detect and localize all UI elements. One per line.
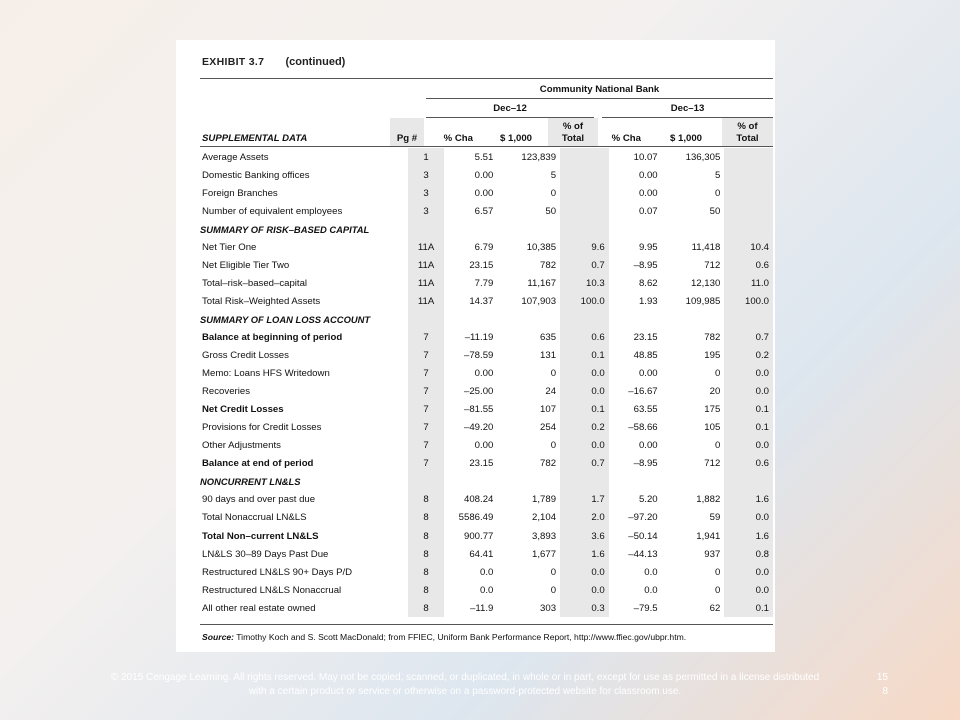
pct-total-dec13 [724,473,773,491]
amount-dec12: 5 [550,169,557,181]
page-ref: 7 [408,383,445,401]
page-ref: 8 [408,509,445,527]
row-label: Other Adjustments [202,440,281,452]
pct-change-dec12: 0.00 [474,440,494,452]
amount-dec13: 1,941 [696,530,721,542]
pct-total-dec13: 0.0 [724,365,773,383]
page-ref: 11A [408,238,445,256]
table-row [198,599,773,617]
pct-change-dec13: 48.85 [633,350,658,362]
amount-dec12 [497,473,560,491]
pct-total-dec12: 0.1 [560,401,609,419]
pct-total-dec12: 9.6 [560,238,609,256]
row-label: Average Assets [202,151,269,163]
amount-dec13: 0 [714,187,721,199]
pct-change-dec12 [444,310,497,328]
pct-change-dec12: –49.20 [464,422,494,434]
amount-dec12: 1,677 [532,548,557,560]
page-ref: 8 [408,563,445,581]
amount-dec12: 0 [550,566,557,578]
amount-dec12: 131 [540,350,557,362]
row-label: Restructured LN&LS Nonaccrual [202,584,342,596]
pct-total-dec13 [724,202,773,220]
pct-total-dec12 [560,148,609,166]
amount-dec13: 195 [704,350,721,362]
pct-total-dec12: 0.6 [560,328,609,346]
pct-total-dec13: 0.0 [724,383,773,401]
amount-dec13: 0 [714,368,721,380]
pct-change-dec13: –50.14 [628,530,658,542]
page-ref: 7 [408,347,445,365]
section-header-row [198,220,773,238]
pct-change-dec13: 5.20 [638,494,658,506]
pct-change-dec12: 14.37 [469,295,494,307]
amount-dec13: 175 [704,404,721,416]
amount-dec13: 0 [714,566,721,578]
pct-total-header-2a: % of [737,121,758,132]
table-row [198,401,773,419]
amount-dec13 [662,220,725,238]
page-ref: 8 [408,491,445,509]
pct-change-dec12: 0.0 [480,584,494,596]
pct-change-dec12: 408.24 [464,494,494,506]
page-number [868,671,888,699]
pct-total-dec13 [724,220,773,238]
page-ref: 11A [408,292,445,310]
amount-dec12: 107,903 [521,295,557,307]
row-label: Total–risk–based–capital [202,277,308,289]
table-row [198,184,773,202]
table-row [198,365,773,383]
page-ref: 8 [408,599,445,617]
pct-change-dec12: –78.59 [464,350,494,362]
page-ref: 7 [408,365,445,383]
amount-dec13: 50 [709,205,721,217]
amount-dec13: 1,882 [696,494,721,506]
pct-total-dec13 [724,310,773,328]
amount-dec12: 782 [540,458,557,470]
pct-total-dec13: 0.2 [724,347,773,365]
pct-total-dec13: 1.6 [724,491,773,509]
pct-total-dec12: 2.0 [560,509,609,527]
amount-dec12: 107 [540,404,557,416]
amount-dec13: 5 [714,169,721,181]
pct-total-dec12: 1.6 [560,545,609,563]
pct-change-dec12: –81.55 [464,404,494,416]
table-row [198,238,773,256]
table-row [198,292,773,310]
pct-change-dec13: 1.93 [638,295,658,307]
page-ref: 1 [408,148,445,166]
pct-total-dec13 [724,166,773,184]
top-rule [200,78,773,79]
pct-total-dec13: 0.0 [724,509,773,527]
page-ref: 8 [408,527,445,545]
pct-total-dec12 [560,310,609,328]
copyright-footer: © 2015 Cengage Learning. All rights reserved. May not be copied, scanned, or duplicated, in whole or in part, except for use as permitted in a license distributed with a certain product or service or otherwise on a password-protected website for classroom use. [110,672,820,697]
pct-total-header-1a: % of [562,121,584,132]
bank-rule [426,98,773,99]
row-label: Number of equivalent employees [202,205,343,217]
table-row [198,509,773,527]
pct-change-dec12: 64.41 [469,548,494,560]
pct-total-dec13: 0.0 [724,437,773,455]
amount-dec12: 3,893 [532,530,557,542]
pct-change-dec13: –79.5 [633,602,658,614]
pct-total-dec13: 0.1 [724,401,773,419]
page-ref: 7 [408,328,445,346]
pct-change-dec12: 900.77 [464,530,494,542]
table-row [198,347,773,365]
pct-total-dec13: 0.6 [724,256,773,274]
row-label: Domestic Banking offices [202,169,310,181]
amount-dec13: 62 [709,602,721,614]
section-header-row [198,473,773,491]
table-row [198,383,773,401]
pct-change-dec13 [609,220,662,238]
pct-change-dec13: –97.20 [628,512,658,524]
amount-dec12: 254 [540,422,557,434]
pct-total-dec12 [560,220,609,238]
table-row [198,328,773,346]
row-label: Total Nonaccrual LN&LS [202,512,307,524]
pct-change-dec13: 0.00 [638,169,658,181]
pct-total-dec12: 3.6 [560,527,609,545]
amount-dec13: 136,305 [685,151,721,163]
pct-change-dec12: 6.57 [474,205,494,217]
page-number-line1: 15 [876,672,888,683]
pct-total-dec12: 0.7 [560,256,609,274]
pct-total-dec13: 11.0 [724,274,773,292]
pct-total-dec12: 0.2 [560,419,609,437]
pct-total-dec12 [560,184,609,202]
amount-dec13: 712 [704,259,721,271]
table-row [198,202,773,220]
pct-change-dec13 [609,473,662,491]
pct-total-dec12: 0.1 [560,347,609,365]
pct-total-dec13 [724,184,773,202]
pct-change-dec13: –44.13 [628,548,658,560]
pct-total-dec12: 0.0 [560,581,609,599]
pct-change-dec13: –8.95 [633,458,658,470]
amount-dec12: 1,789 [532,494,557,506]
table-row [198,274,773,292]
amount-dec12: 303 [540,602,557,614]
pct-change-dec13: 0.00 [638,440,658,452]
table-bottom-rule [200,624,773,625]
dollars-header-2: $ 1,000 [669,133,702,144]
pct-total-dec12 [560,473,609,491]
amount-dec13: 11,418 [691,241,721,253]
row-label: Provisions for Credit Losses [202,422,322,434]
pct-total-dec12: 100.0 [560,292,609,310]
pct-total-dec13: 0.0 [724,581,773,599]
pct-change-dec12: 0.00 [474,187,494,199]
pct-change-dec13: 10.07 [633,151,658,163]
pct-change-dec12: 5586.49 [458,512,494,524]
pct-change-dec13: 63.55 [633,404,658,416]
row-label: Net Eligible Tier Two [202,259,290,271]
pct-total-dec12: 0.7 [560,455,609,473]
section-header-row [198,310,773,328]
amount-dec13: 109,985 [685,295,721,307]
pct-change-dec12: 7.79 [474,277,494,289]
pct-total-dec12: 0.0 [560,437,609,455]
page-ref: 3 [408,202,445,220]
amount-dec13 [662,473,725,491]
pct-change-dec13: 8.62 [638,277,658,289]
pct-total-dec12: 10.3 [560,274,609,292]
page-ref: 8 [408,581,445,599]
pct-change-dec12: –11.19 [464,331,494,343]
table-row [198,527,773,545]
pct-change-dec13: 0.0 [644,584,658,596]
period-dec13: Dec–13 [670,103,705,114]
pct-change-dec12: 0.00 [474,368,494,380]
page-number-line2: 8 [882,686,888,697]
amount-dec12: 24 [545,386,557,398]
pct-total-dec13: 0.1 [724,419,773,437]
amount-dec12 [497,220,560,238]
pct-total-header-2b: Total [736,133,759,144]
exhibit-title [202,56,345,68]
pct-change-dec13: –16.67 [628,386,658,398]
row-label: Recoveries [202,386,250,398]
table-row [198,491,773,509]
pct-change-dec12: 0.0 [480,566,494,578]
pct-total-dec13: 0.1 [724,599,773,617]
row-label: Foreign Branches [202,187,278,199]
amount-dec12: 0 [550,187,557,199]
exhibit-label: EXHIBIT 3.7 [202,56,265,68]
row-label: Balance at beginning of period [202,331,343,343]
pct-total-dec13: 1.6 [724,527,773,545]
row-label: Total Non–current LN&LS [202,530,319,542]
amount-dec12: 50 [545,205,557,217]
table-row [198,563,773,581]
pct-total-dec12: 0.0 [560,365,609,383]
pct-change-dec12: 5.51 [474,151,494,163]
pct-change-dec12: 23.15 [469,458,494,470]
amount-dec12 [497,310,560,328]
page-ref: 7 [408,401,445,419]
table-row [198,148,773,166]
pct-change-dec13: 0.07 [638,205,658,217]
pct-change-dec13: 0.00 [638,368,658,380]
amount-dec13: 782 [704,331,721,343]
amount-dec13: 59 [709,512,721,524]
amount-dec12: 123,839 [521,151,557,163]
row-label: Restructured LN&LS 90+ Days P/D [202,566,353,578]
table-body [198,148,773,617]
page-ref: 11A [408,274,445,292]
ubpr-table [198,148,773,617]
row-label: Memo: Loans HFS Writedown [202,368,330,380]
pct-total-dec13: 0.6 [724,455,773,473]
pct-change-dec13: 23.15 [633,331,658,343]
amount-dec12: 0 [550,584,557,596]
pct-change-dec12 [444,220,497,238]
amount-dec13: 20 [709,386,721,398]
page-ref: 3 [408,184,445,202]
amount-dec12: 635 [540,331,557,343]
header-bottom-rule [200,146,773,147]
pct-total-dec13: 0.8 [724,545,773,563]
section-supplemental: SUPPLEMENTAL DATA [202,133,308,144]
table-row [198,419,773,437]
page-ref: 7 [408,455,445,473]
pg-header: Pg # [396,133,418,144]
pct-change-dec13: 0.00 [638,187,658,199]
pct-change-dec13 [609,310,662,328]
pct-total-dec13: 100.0 [724,292,773,310]
amount-dec13: 12,130 [690,277,721,289]
amount-dec12: 0 [550,440,557,452]
pct-total-dec13: 0.0 [724,563,773,581]
page-ref [408,310,445,328]
row-label: All other real estate owned [202,602,316,614]
pct-change-dec12: –25.00 [464,386,494,398]
amount-dec12: 2,104 [532,512,557,524]
pct-change-dec13: –58.66 [628,422,658,434]
pct-change-dec12: 0.00 [474,169,494,181]
amount-dec12: 10,385 [526,241,557,253]
pct-change-dec13: 0.0 [644,566,658,578]
amount-dec12: 782 [540,259,557,271]
dollars-header-1: $ 1,000 [499,133,532,144]
table-row [198,545,773,563]
row-label: SUMMARY OF RISK–BASED CAPITAL [200,223,370,235]
row-label: 90 days and over past due [202,494,316,506]
exhibit-sheet [176,40,775,652]
pct-cha-header-1: % Cha [443,133,473,144]
source-label: Source: [202,632,234,642]
amount-dec13 [662,310,725,328]
pct-total-header-1b: Total [561,133,585,144]
row-label: Net Tier One [202,241,257,253]
period-dec12: Dec–12 [493,103,527,114]
table-row [198,581,773,599]
amount-dec13: 0 [714,440,721,452]
pct-change-dec13: 9.95 [638,241,658,253]
table-row [198,256,773,274]
pct-cha-header-2: % Cha [611,133,641,144]
page-ref: 8 [408,545,445,563]
pct-total-dec13: 0.7 [724,328,773,346]
page-ref: 3 [408,166,445,184]
row-label: NONCURRENT LN&LS [200,476,301,488]
pct-total-dec12 [560,202,609,220]
pct-change-dec12: 23.15 [469,259,494,271]
pct-total-dec12: 1.7 [560,491,609,509]
exhibit-continued: (continued) [285,56,346,68]
source-text: Timothy Koch and S. Scott MacDonald; from FFIEC, Uniform Bank Performance Report, http://www.ffiec.gov/ubpr.htm. [234,632,687,642]
row-label: SUMMARY OF LOAN LOSS ACCOUNT [200,313,371,325]
page-ref [408,473,445,491]
pct-total-dec12: 0.3 [560,599,609,617]
page-ref: 11A [408,256,445,274]
amount-dec13: 712 [704,458,721,470]
pct-total-dec12: 0.0 [560,383,609,401]
pct-total-dec12: 0.0 [560,563,609,581]
table-row [198,166,773,184]
page-ref [408,220,445,238]
pct-total-dec13 [724,148,773,166]
pct-change-dec12: 6.79 [474,241,494,253]
amount-dec12: 0 [550,368,557,380]
table-row [198,437,773,455]
page-ref: 7 [408,437,445,455]
row-label: Net Credit Losses [202,404,284,416]
pct-change-dec13: –8.95 [633,259,658,271]
page-ref: 7 [408,419,445,437]
source-note [202,632,686,642]
pct-change-dec12 [444,473,497,491]
pct-total-dec12 [560,166,609,184]
amount-dec12: 11,167 [527,277,557,289]
amount-dec13: 937 [704,548,721,560]
bank-name: Community National Bank [539,84,660,95]
table-row [198,455,773,473]
row-label: LN&LS 30–89 Days Past Due [202,548,329,560]
row-label: Gross Credit Losses [202,350,289,362]
row-label: Balance at end of period [202,458,314,470]
row-label: Total Risk–Weighted Assets [202,295,321,307]
pct-total-dec13: 10.4 [724,238,773,256]
amount-dec13: 0 [714,584,721,596]
pct-change-dec12: –11.9 [470,602,494,614]
amount-dec13: 105 [704,422,721,434]
